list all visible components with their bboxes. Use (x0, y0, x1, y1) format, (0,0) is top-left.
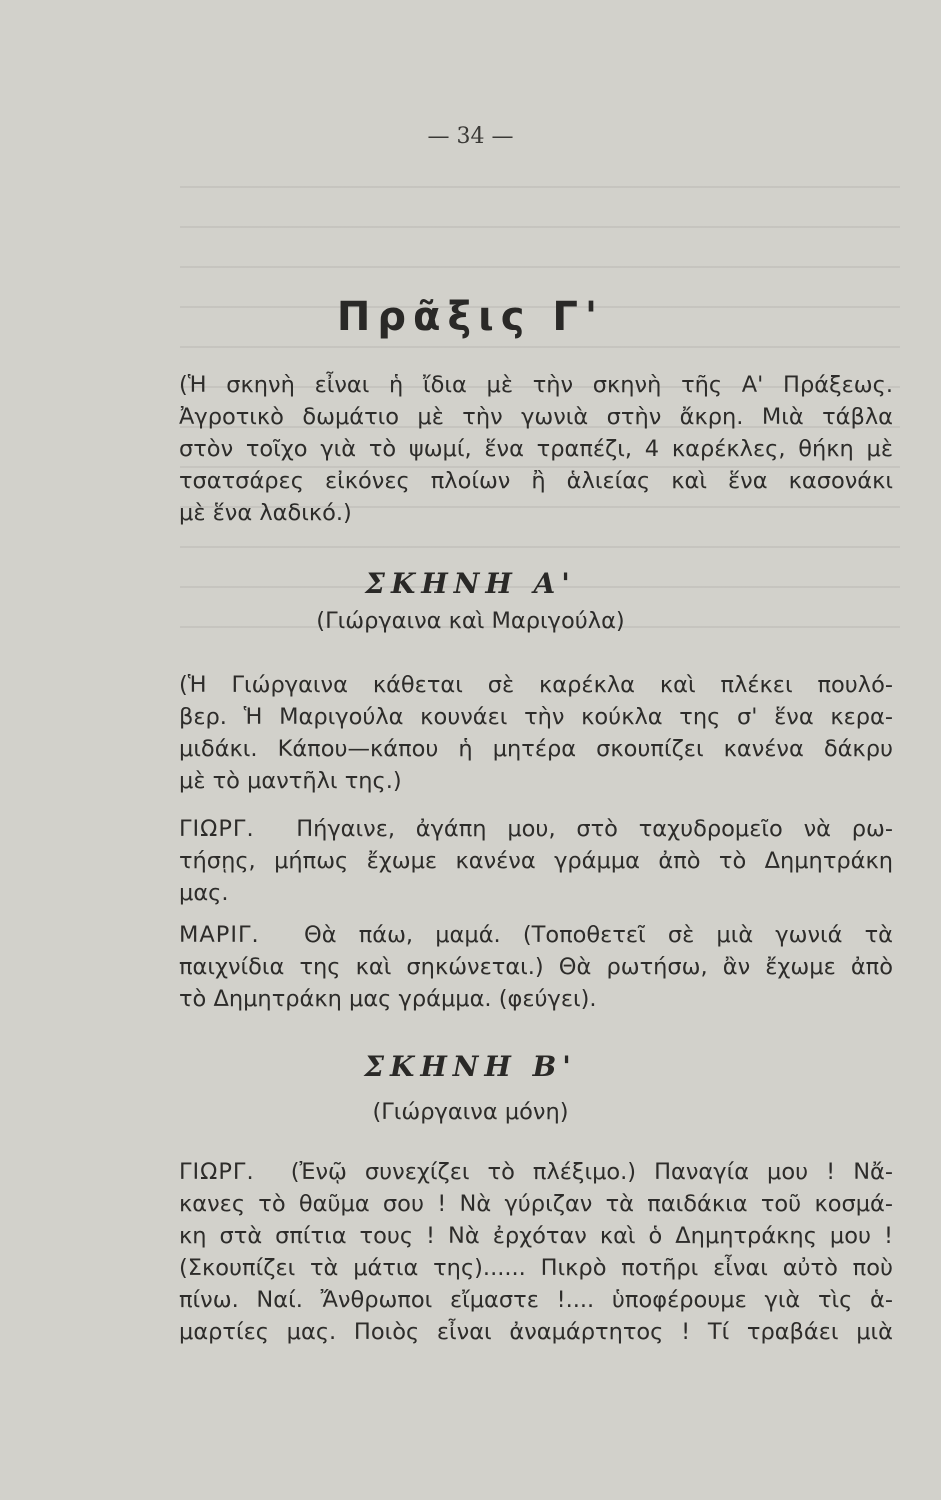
page-number: — 34 — (427, 124, 514, 149)
dialogue-text: (Ἐνῷ συνεχίζει τὸ πλέξιμο.) Παναγία μου ! Νἄ- (290, 1159, 894, 1185)
stage-direction-line: στὸν τοῖχο γιὰ τὸ ψωμί, ἕνα τραπέζι, 4 καρέκλες, θήκη μὲ (179, 436, 893, 462)
dialogue-line: πίνω. Ναί. Ἄνθρωποι εἴμαστε !.... ὑποφέρουμε γιὰ τὶς ἁ- (179, 1287, 893, 1313)
dialogue-line: κανες τὸ θαῦμα σου ! Νὰ γύριζαν τὰ παιδάκια τοῦ κοσμά- (179, 1191, 893, 1217)
dialogue-text: Θὰ πάω, μαμά. (Τοποθετεῖ σὲ μιὰ γωνιά τὰ (304, 922, 893, 948)
speaker-name: ΓΙΩΡΓ. (179, 816, 255, 842)
scene-b-title: ΣΚΗΝΗ Β' (364, 1050, 577, 1083)
dialogue-text: Πήγαινε, ἀγάπη μου, στὸ ταχυδρομεῖο νὰ ρω- (296, 816, 893, 842)
dialogue-line: (Σκουπίζει τὰ μάτια της)...... Πικρὸ ποτῆρι εἶναι αὐτὸ ποὺ (179, 1255, 893, 1281)
scene-a-title: ΣΚΗΝΗ Α' (365, 567, 576, 600)
scene-a-direction-line: (Ἡ Γιώργαινα κάθεται σὲ καρέκλα καὶ πλέκει πουλό- (179, 672, 893, 698)
scene-b-characters: (Γιώργαινα μόνη) (372, 1099, 569, 1125)
dialogue-line: μαρτίες μας. Ποιὸς εἶναι ἀναμάρτητος ! Τί τραβάει μιὰ (179, 1319, 893, 1345)
scene-a-direction-line: μιδάκι. Κάπου—κάπου ἡ μητέρα σκουπίζει κανένα δάκρυ (179, 736, 893, 762)
dialogue-line: τήσῃς, μήπως ἔχωμε κανένα γράμμα ἀπὸ τὸ Δημητράκη (179, 848, 893, 874)
act-title: Πρᾶξις Γ' (336, 294, 605, 340)
scene-a-direction-line: μὲ τὸ μαντῆλι της.) (179, 768, 402, 794)
speaker-name: ΓΙΩΡΓ. (179, 1159, 255, 1185)
dialogue-line: παιχνίδια της καὶ σηκώνεται.) Θὰ ρωτήσω, ἂν ἔχωμε ἀπὸ (179, 954, 893, 980)
speaker-name: ΜΑΡΙΓ. (179, 922, 260, 948)
dialogue-line (179, 919, 893, 951)
stage-direction-line: (Ἡ σκηνὴ εἶναι ἡ ἴδια μὲ τὴν σκηνὴ τῆς Α' Πράξεως. (179, 372, 893, 398)
stage-direction-line: μὲ ἕνα λαδικό.) (179, 500, 352, 526)
dialogue-line: μας. (179, 880, 229, 906)
dialogue-line (179, 1156, 893, 1188)
stage-direction-line: Ἀγροτικὸ δωμάτιο μὲ τὴν γωνιὰ στὴν ἄκρη. Μιὰ τάβλα (179, 404, 893, 430)
dialogue-line (179, 813, 893, 845)
scene-a-characters: (Γιώργαινα καὶ Μαριγούλα) (316, 608, 625, 634)
scene-a-direction-line: βερ. Ἡ Μαριγούλα κουνάει τὴν κούκλα της σ' ἕνα κερα- (179, 704, 893, 730)
dialogue-line: κη στὰ σπίτια τους ! Νὰ ἐρχόταν καὶ ὁ Δημητράκης μου ! (179, 1223, 893, 1249)
stage-direction-line: τσατσάρες εἰκόνες πλοίων ἢ ἁλιείας καὶ ἕνα κασονάκι (179, 468, 893, 494)
dialogue-line: τὸ Δημητράκη μας γράμμα. (φεύγει). (179, 986, 597, 1012)
